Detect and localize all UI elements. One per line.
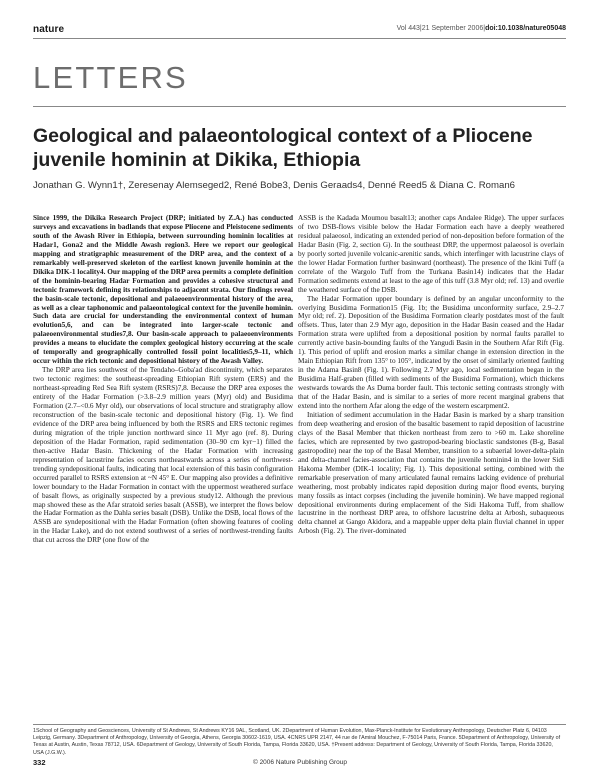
- body-paragraph: Initiation of sediment accumulation in the Hadar Basin is marked by a sharp transition from deep weathering and erosion of the basaltic basement to rapid deposition of lacustrine clays of the Basal Member that thicken northeast from zero to >60 m. Lake shoreline facies, which are represented by two gastropod-bearing bioclastic sandstones (B-g, Basal gastropodite) near the top of the Basal Member, transition to a subaerial lower-delta-plain and delta-channel facies-association that contains the juvenile hominin4 in the lower Sidi Hakoma Member (DIK-1 locality; Fig. 1). This depositional setting, combined with the remarkable preservation of many articulated faunal remains lacking evidence of prehurial weathering, most probably indicates rapid deposition during major flood events, burying many fossils as intact corpses (including the juvenile hominin). We have mapped regional depositional environments during emplacement of the Sidi Hakoma Tuff, from shallow lacustrine in the northeast DRP area, to offshore lacustrine delta at Arbosh, subaqueous delta channel at Gango Akidora, and a mappable upper delta plain fluvial channel in upper Arbosh (Fig. 2). The river-dominated: [298, 410, 564, 536]
- affiliations-footnote: 1School of Geography and Geosciences, University of St Andrews, St Andrews KY16 9AL, Scotland, UK. 2Department of Human Evolution, Max-Planck-Institute for Evolutionary Anthropology, Deutscher Platz 6, 04103 Leipzig, Germany. 3Department of Anthropology, University of Georgia, Athens, Georgia 30602-1619, USA. 4CNRS UPR 2147, 44 rue de l'Amiral Mouchez, F-75014 Paris, France. 5Department of Anthropology, University of Texas at Austin, Austin, Texas 78712, USA. 6Department of Geology, University of South Florida, Tampa, Florida 33620, USA. †Present address: Department of Geology, University of South Florida, Tampa, Florida 33620, USA (J.G.W.).: [33, 728, 561, 756]
- author-list: Jonathan G. Wynn1†, Zeresenay Alemseged2, René Bobe3, Denis Geraads4, Denné Reed5 & Diana C. Roman6: [33, 180, 516, 191]
- citation-volume-date: Vol 443|21 September 2006|: [396, 25, 486, 32]
- body-paragraph: The Hadar Formation upper boundary is defined by an angular unconformity to the overlying Busidima Formation15 (Fig. 1b; the Busidima unconformity surface, 2.9–2.7 Myr old; ref. 2). Deposition of the Busidima Formation clearly postdates most of the fault offsets. Thus, later than 2.9 Myr ago, deposition in the Hadar Basin ceased and the Hadar Formation strata were uplifted from a depositional position by normal faults parallel to currently active basin-bounding faults of the Yangudi Basin in the Southern Afar Rift (Fig. 1). This period of uplift and erosion marks a similar change in extension direction in the Main Ethiopian Rift from 135° to 105°, indicated by the onset of similarly oriented faulting in the Adama Basin8 (Fig. 1). Following 2.7 Myr ago, local sedimentation began in the Busidima Half-graben (filled with sediments of the Busidima Formation), which thickens westwards towards the As Duma border fault. This tectonic setting contrasts strongly with that of the Hadar Basin, and is similar to a series of more recent marginal grabens that extend into the northern Afar along the edge of the western escarpment2.: [298, 294, 564, 411]
- body-column-right: [298, 214, 564, 536]
- article-title: Geological and palaeontological context of a Pliocene juvenile hominin at Dikika, Ethiopia: [33, 125, 533, 171]
- running-header: [33, 24, 566, 36]
- copyright-notice: © 2006 Nature Publishing Group: [252, 759, 348, 766]
- body-column-left: [33, 214, 293, 545]
- section-rule: [33, 106, 566, 107]
- section-label: LETTERS: [33, 60, 188, 95]
- body-paragraph: ASSB is the Kadada Moumou basalt13; another caps Andalee Ridge). The upper surfaces of two DSB-flows visible below the Hadar Formation each have a deeply weathered residual palaeosol, indicating an extended period of non-deposition before formation of the Hadar Basin (Fig. 2, section G). In the southeast DRP, the uppermost palaeosol is overlain by poorly sorted juvenile volcanic-arenitic sands, which interfinger with lacustrine clays of the lower Hadar Formation further basinward (northeast). The presence of the Ikini Tuff (a correlate of the Wargolo Tuff from the Turkana Basin14) indicates that the Hadar Formation sediments extend at least to the age of this tuff (3.8 Myr old; ref. 13) and overlie the weathered surface of the DSB.: [298, 214, 564, 294]
- doi-text[interactable]: doi:10.1038/nature05048: [485, 25, 566, 32]
- abstract-paragraph: Since 1999, the Dikika Research Project (DRP; initiated by Z.A.) has conducted surveys and excavations in badlands that expose Pliocene and Pleistocene sediments south of the Awash River in Ethiopia, between surrounding hominin localities at Hadar1, Gona2 and the Middle Awash region3. Here we report our geological mapping and stratigraphic measurement of the DRP area, and the context of a remarkably well-preserved skeleton of the earliest known juvenile hominin at the Dikika DIK-1 locality4. Our mapping of the DRP area permits a complete definition of the hominin-bearing Hadar Formation and provides a cohesive structural and tectonic framework defining its relationships to adjacent strata. Our findings reveal the basin-scale tectonic, depositional and palaeoenvironmental history of the area, as well as a clear taphonomic and palaeontological context for the juvenile hominin. Such data are crucial for understanding the environmental context of human evolution5,6, and can be integrated into larger-scale tectonic and palaeoenvironmental studies7,8. Our basin-scale approach to palaeoenvironments provides a means to elucidate the complex geological history occurring at the scale of temporally and geographically controlled fossil point localities5,9–11, which occur within the rich tectonic and depositional history of the Awash Valley.: [33, 214, 293, 366]
- page-number: 332: [33, 758, 46, 767]
- citation-line: [397, 25, 566, 32]
- journal-name: nature: [33, 24, 65, 35]
- footnote-rule: [33, 724, 566, 725]
- header-rule: [33, 38, 566, 39]
- body-paragraph: The DRP area lies southwest of the Tendaho–Goba'ad discontinuity, which separates two tectonic regimes: the southeast-spreading Ethiopian Rift system (ERS) and the northeast-spreading Red Sea Rift system (RSRS)7,8. Because the DRP area exposes the entirety of the Hadar Formation (>3.8–2.9 million years (Myr) old) and Busidima Formation (2.7–<0.6 Myr old), our observations of local structure and stratigraphy allow reconstruction of the basin-scale tectonic and depositional history (Fig. 1). We find evidence of the DRP area being influenced by both the RSRS and ERS tectonic regimes during migration of the triple junction northward since 11 Myr ago (ref. 8). During deposition of the Hadar Formation, rapid sedimentation (30–90 cm kyr−1) filled the then-active Hadar Basin. Thickening of the Hadar Formation with increasing representation of lacustrine facies occurs northeastwards across a series of northwest-trending syndepositional faults, indicating that local extension of this basin configuration occurred parallel to RSRS extension at ~N 45° E. Our mapping also provides a definitive lower boundary to the Hadar Formation in contact with the uppermost weathered surface of basalt flows, as originally suspected by a previous study12. Although the previous map showed these as the Afar stratoid series basalt (ASSB), we interpret the flows below the Hadar Formation as the Dahla series basalt (DSB). Unlike the DSB, local flows of the ASSB are syndepositional with the Hadar Formation (often showing features of cooling in the Hadar Lake), and do not extend southwest of a series of northwest-trending faults that cut across the DRP (one flow of the: [33, 366, 293, 545]
